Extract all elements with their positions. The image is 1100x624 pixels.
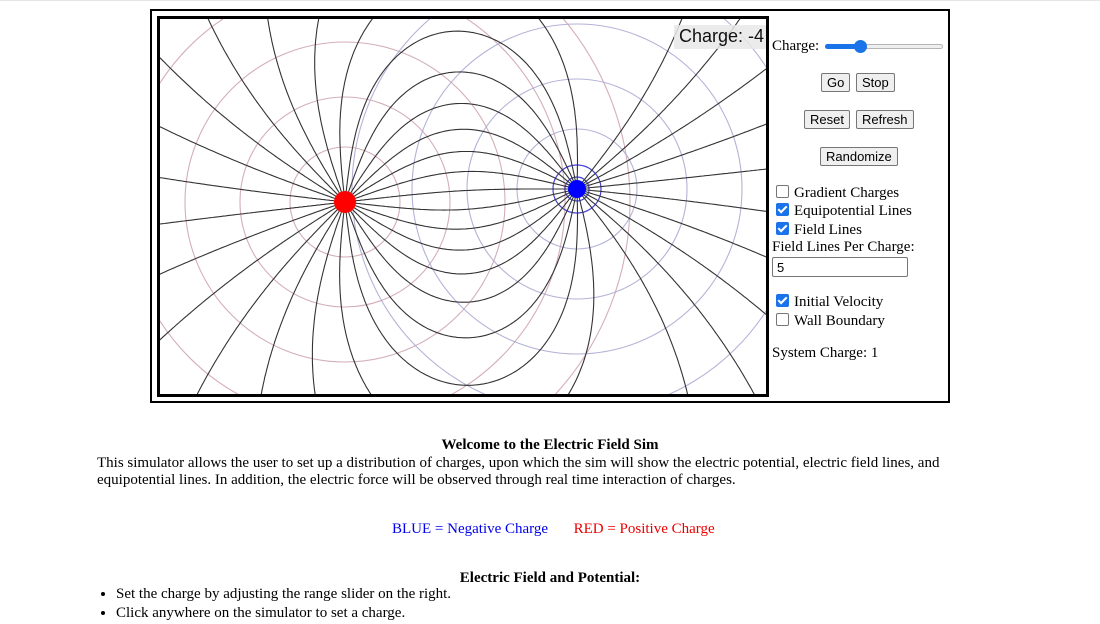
- field-line: [353, 189, 570, 201]
- equipotential-line: [160, 19, 565, 394]
- field-line: [315, 19, 343, 194]
- legend-positive: RED = Positive Charge: [573, 521, 715, 537]
- charge-readout: Charge: -4: [674, 25, 766, 49]
- gradient-charges-option[interactable]: [776, 185, 899, 203]
- field-lines-label: Field Lines: [794, 222, 862, 238]
- field-line: [353, 191, 571, 211]
- field-line: [160, 168, 337, 202]
- charge-slider-thumb[interactable]: [854, 40, 867, 53]
- instruction-item: • Set the charge by adjusting the range slider on the right.: [116, 586, 451, 603]
- stop-button[interactable]: Stop: [856, 73, 895, 92]
- system-charge-readout: System Charge: 1: [772, 345, 879, 361]
- lines-per-charge-label: Field Lines Per Charge:: [772, 239, 915, 255]
- charge-slider[interactable]: [825, 39, 943, 55]
- lines-per-charge-input[interactable]: [772, 257, 908, 277]
- initial-velocity-option[interactable]: [776, 294, 883, 312]
- field-line: [346, 194, 578, 385]
- positive-charge: [334, 191, 356, 213]
- go-button[interactable]: Go: [821, 73, 850, 92]
- top-divider: [0, 0, 1100, 1]
- field-line: [582, 195, 697, 394]
- simulation-canvas[interactable]: [157, 16, 769, 397]
- initial-velocity-label: Initial Velocity: [794, 294, 884, 310]
- field-lines-checkbox[interactable]: [776, 222, 789, 235]
- equipotential-line: [352, 19, 766, 394]
- wall-boundary-option[interactable]: [776, 313, 885, 331]
- intro-paragraph: This simulator allows the user to set up a distribution of charges, upon which the sim will show the electric potential, electric field lines, and equipotential lines. In addition, the electric force will be observed through real time interaction of charges.: [97, 455, 940, 488]
- equipotential-lines-label: Equipotential Lines: [794, 203, 912, 219]
- field-lines-option[interactable]: [776, 222, 862, 240]
- field-line: [264, 19, 340, 195]
- field-line: [585, 162, 766, 188]
- field-line: [352, 193, 572, 250]
- field-line: [160, 96, 337, 200]
- field-line: [312, 210, 342, 394]
- negative-charge: [568, 180, 586, 198]
- field-line: [349, 194, 574, 302]
- legend-line: [392, 521, 715, 538]
- randomize-button[interactable]: Randomize: [820, 147, 898, 166]
- charge-label: Charge:: [772, 38, 820, 54]
- control-panel: [772, 11, 948, 401]
- field-line: [170, 208, 339, 394]
- instruction-item: • Click anywhere on the simulator to set a charge.: [116, 605, 451, 622]
- field-visualization[interactable]: [160, 19, 766, 394]
- simulator-frame: [150, 9, 950, 403]
- initial-velocity-checkbox[interactable]: [776, 294, 789, 307]
- gradient-charges-checkbox[interactable]: [776, 185, 789, 198]
- reset-button[interactable]: Reset: [804, 110, 850, 129]
- field-line: [160, 206, 338, 394]
- equipotential-lines-checkbox[interactable]: [776, 203, 789, 216]
- field-line: [348, 195, 576, 338]
- field-line: [585, 190, 766, 221]
- refresh-button[interactable]: Refresh: [856, 110, 914, 129]
- equipotential-lines-option[interactable]: [776, 203, 912, 221]
- field-line: [353, 171, 572, 199]
- welcome-title: Welcome to the Electric Field Sim: [441, 437, 659, 453]
- legend-negative: BLUE = Negative Charge: [392, 521, 549, 537]
- wall-boundary-checkbox[interactable]: [776, 313, 789, 326]
- field-line: [348, 72, 575, 194]
- gradient-charges-label: Gradient Charges: [794, 185, 900, 201]
- section-title: Electric Field and Potential:: [459, 570, 641, 586]
- instruction-list: [97, 586, 451, 624]
- field-line: [184, 19, 339, 196]
- wall-boundary-label: Wall Boundary: [794, 313, 885, 329]
- field-line: [346, 31, 576, 194]
- field-line: [160, 205, 337, 303]
- field-line: [255, 209, 341, 394]
